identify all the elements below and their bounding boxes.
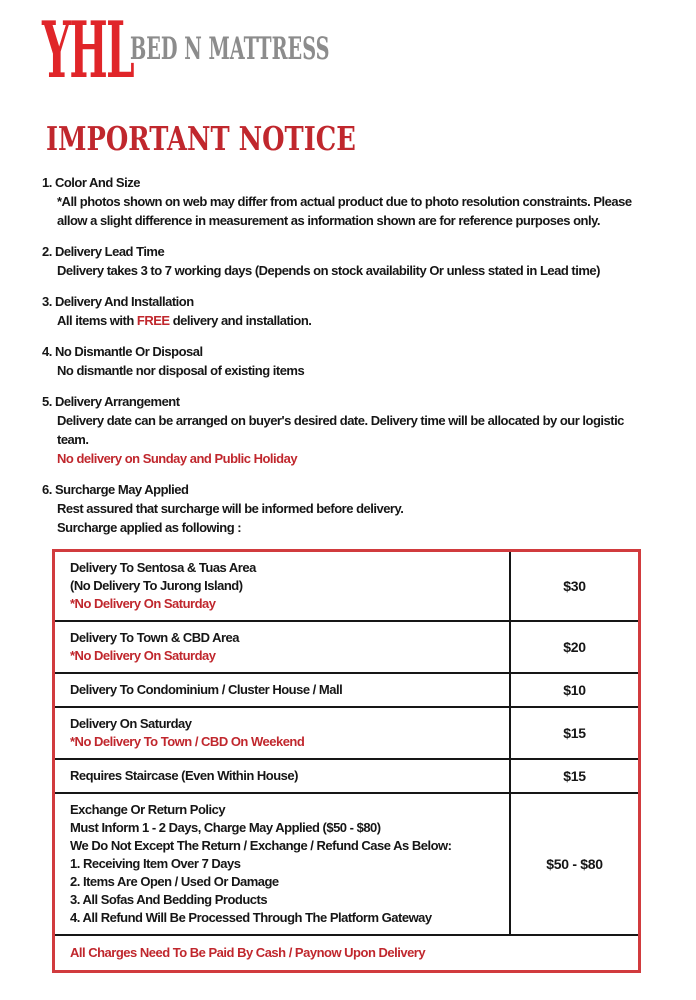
notice-item: [42, 173, 656, 230]
text-line: *All photos shown on web may differ from actual product due to photo resolution constraints. Please allow a slight difference in measurement as information shown are for reference purposes only.: [57, 193, 632, 228]
notice-item: [42, 242, 656, 280]
text-line: Delivery date can be arranged on buyer's desired date. Delivery time will be allocated by our logistic team.: [57, 412, 624, 447]
notice-heading: 4. No Dismantle Or Disposal: [42, 343, 203, 359]
notice-heading: 5. Delivery Arrangement: [42, 393, 180, 409]
text-line: 3. All Sofas And Bedding Products: [70, 891, 268, 907]
logo-abbr-text: YHL: [42, 5, 134, 96]
notice-heading: 6. Surcharge May Applied: [42, 481, 189, 497]
notice-item: [42, 480, 656, 537]
notice-item: [42, 342, 656, 380]
row-price: $15: [509, 760, 638, 792]
text-line: *No Delivery On Saturday: [70, 595, 216, 611]
table-footer-note: All Charges Need To Be Paid By Cash / Paynow Upon Delivery: [70, 944, 426, 960]
logo: [42, 5, 656, 96]
surcharge-table: [52, 549, 641, 973]
text-line: Surcharge applied as following :: [57, 519, 242, 535]
notice-body: [57, 311, 656, 330]
notice-heading: 3. Delivery And Installation: [42, 293, 194, 309]
row-description: [55, 622, 509, 672]
row-price: $30: [509, 552, 638, 620]
row-price: $50 - $80: [509, 794, 638, 934]
text-line: Requires Staircase (Even Within House): [70, 767, 298, 783]
row-description: [55, 708, 509, 758]
text-line: *No Delivery On Saturday: [70, 647, 216, 663]
row-description: [55, 794, 509, 934]
text-line: Delivery To Sentosa & Tuas Area: [70, 559, 256, 575]
text-line: Delivery On Saturday: [70, 715, 192, 731]
notice-body: [57, 411, 656, 468]
notice-body: [57, 261, 656, 280]
row-price: $15: [509, 708, 638, 758]
table-row: [55, 552, 638, 622]
text-line: *No Delivery To Town / CBD On Weekend: [70, 733, 305, 749]
text-line: We Do Not Except The Return / Exchange / Refund Case As Below:: [70, 837, 452, 853]
text-line: (No Delivery To Jurong Island): [70, 577, 243, 593]
notice-body: [57, 499, 656, 537]
notice-item: [42, 392, 656, 468]
row-price: $10: [509, 674, 638, 706]
notice-body: [57, 361, 656, 380]
table-row: [55, 708, 638, 760]
text-line: No delivery on Sunday and Public Holiday: [57, 450, 298, 466]
text-line: Rest assured that surcharge will be informed before delivery.: [57, 500, 404, 516]
text-line: Must Inform 1 - 2 Days, Charge May Applied ($50 - $80): [70, 819, 381, 835]
notice-heading: 2. Delivery Lead Time: [42, 243, 165, 259]
text-line: All items with FREE delivery and installation.: [57, 312, 312, 328]
text-line: Delivery takes 3 to 7 working days (Depends on stock availability Or unless stated in Lead time): [57, 262, 600, 278]
text-line: Delivery To Condominium / Cluster House / Mall: [70, 681, 343, 697]
page-title: IMPORTANT NOTICE: [46, 119, 356, 158]
notice-item: [42, 292, 656, 330]
table-row: [55, 794, 638, 936]
notice-heading: 1. Color And Size: [42, 174, 140, 190]
row-description: [55, 552, 509, 620]
text-line: 4. All Refund Will Be Processed Through The Platform Gateway: [70, 909, 432, 925]
row-price: $20: [509, 622, 638, 672]
row-description: [55, 760, 509, 792]
table-row: [55, 674, 638, 708]
logo-company-name: BED N MATTRESS: [130, 31, 330, 67]
table-row: [55, 622, 638, 674]
row-description: [55, 674, 509, 706]
text-line: 1. Receiving Item Over 7 Days: [70, 855, 241, 871]
table-row: [55, 760, 638, 794]
text-line: Delivery To Town & CBD Area: [70, 629, 240, 645]
text-line: Exchange Or Return Policy: [70, 801, 226, 817]
notice-body: [57, 192, 656, 230]
text-line: 2. Items Are Open / Used Or Damage: [70, 873, 279, 889]
notice-list: [42, 173, 656, 537]
text-line: No dismantle nor disposal of existing items: [57, 362, 305, 378]
